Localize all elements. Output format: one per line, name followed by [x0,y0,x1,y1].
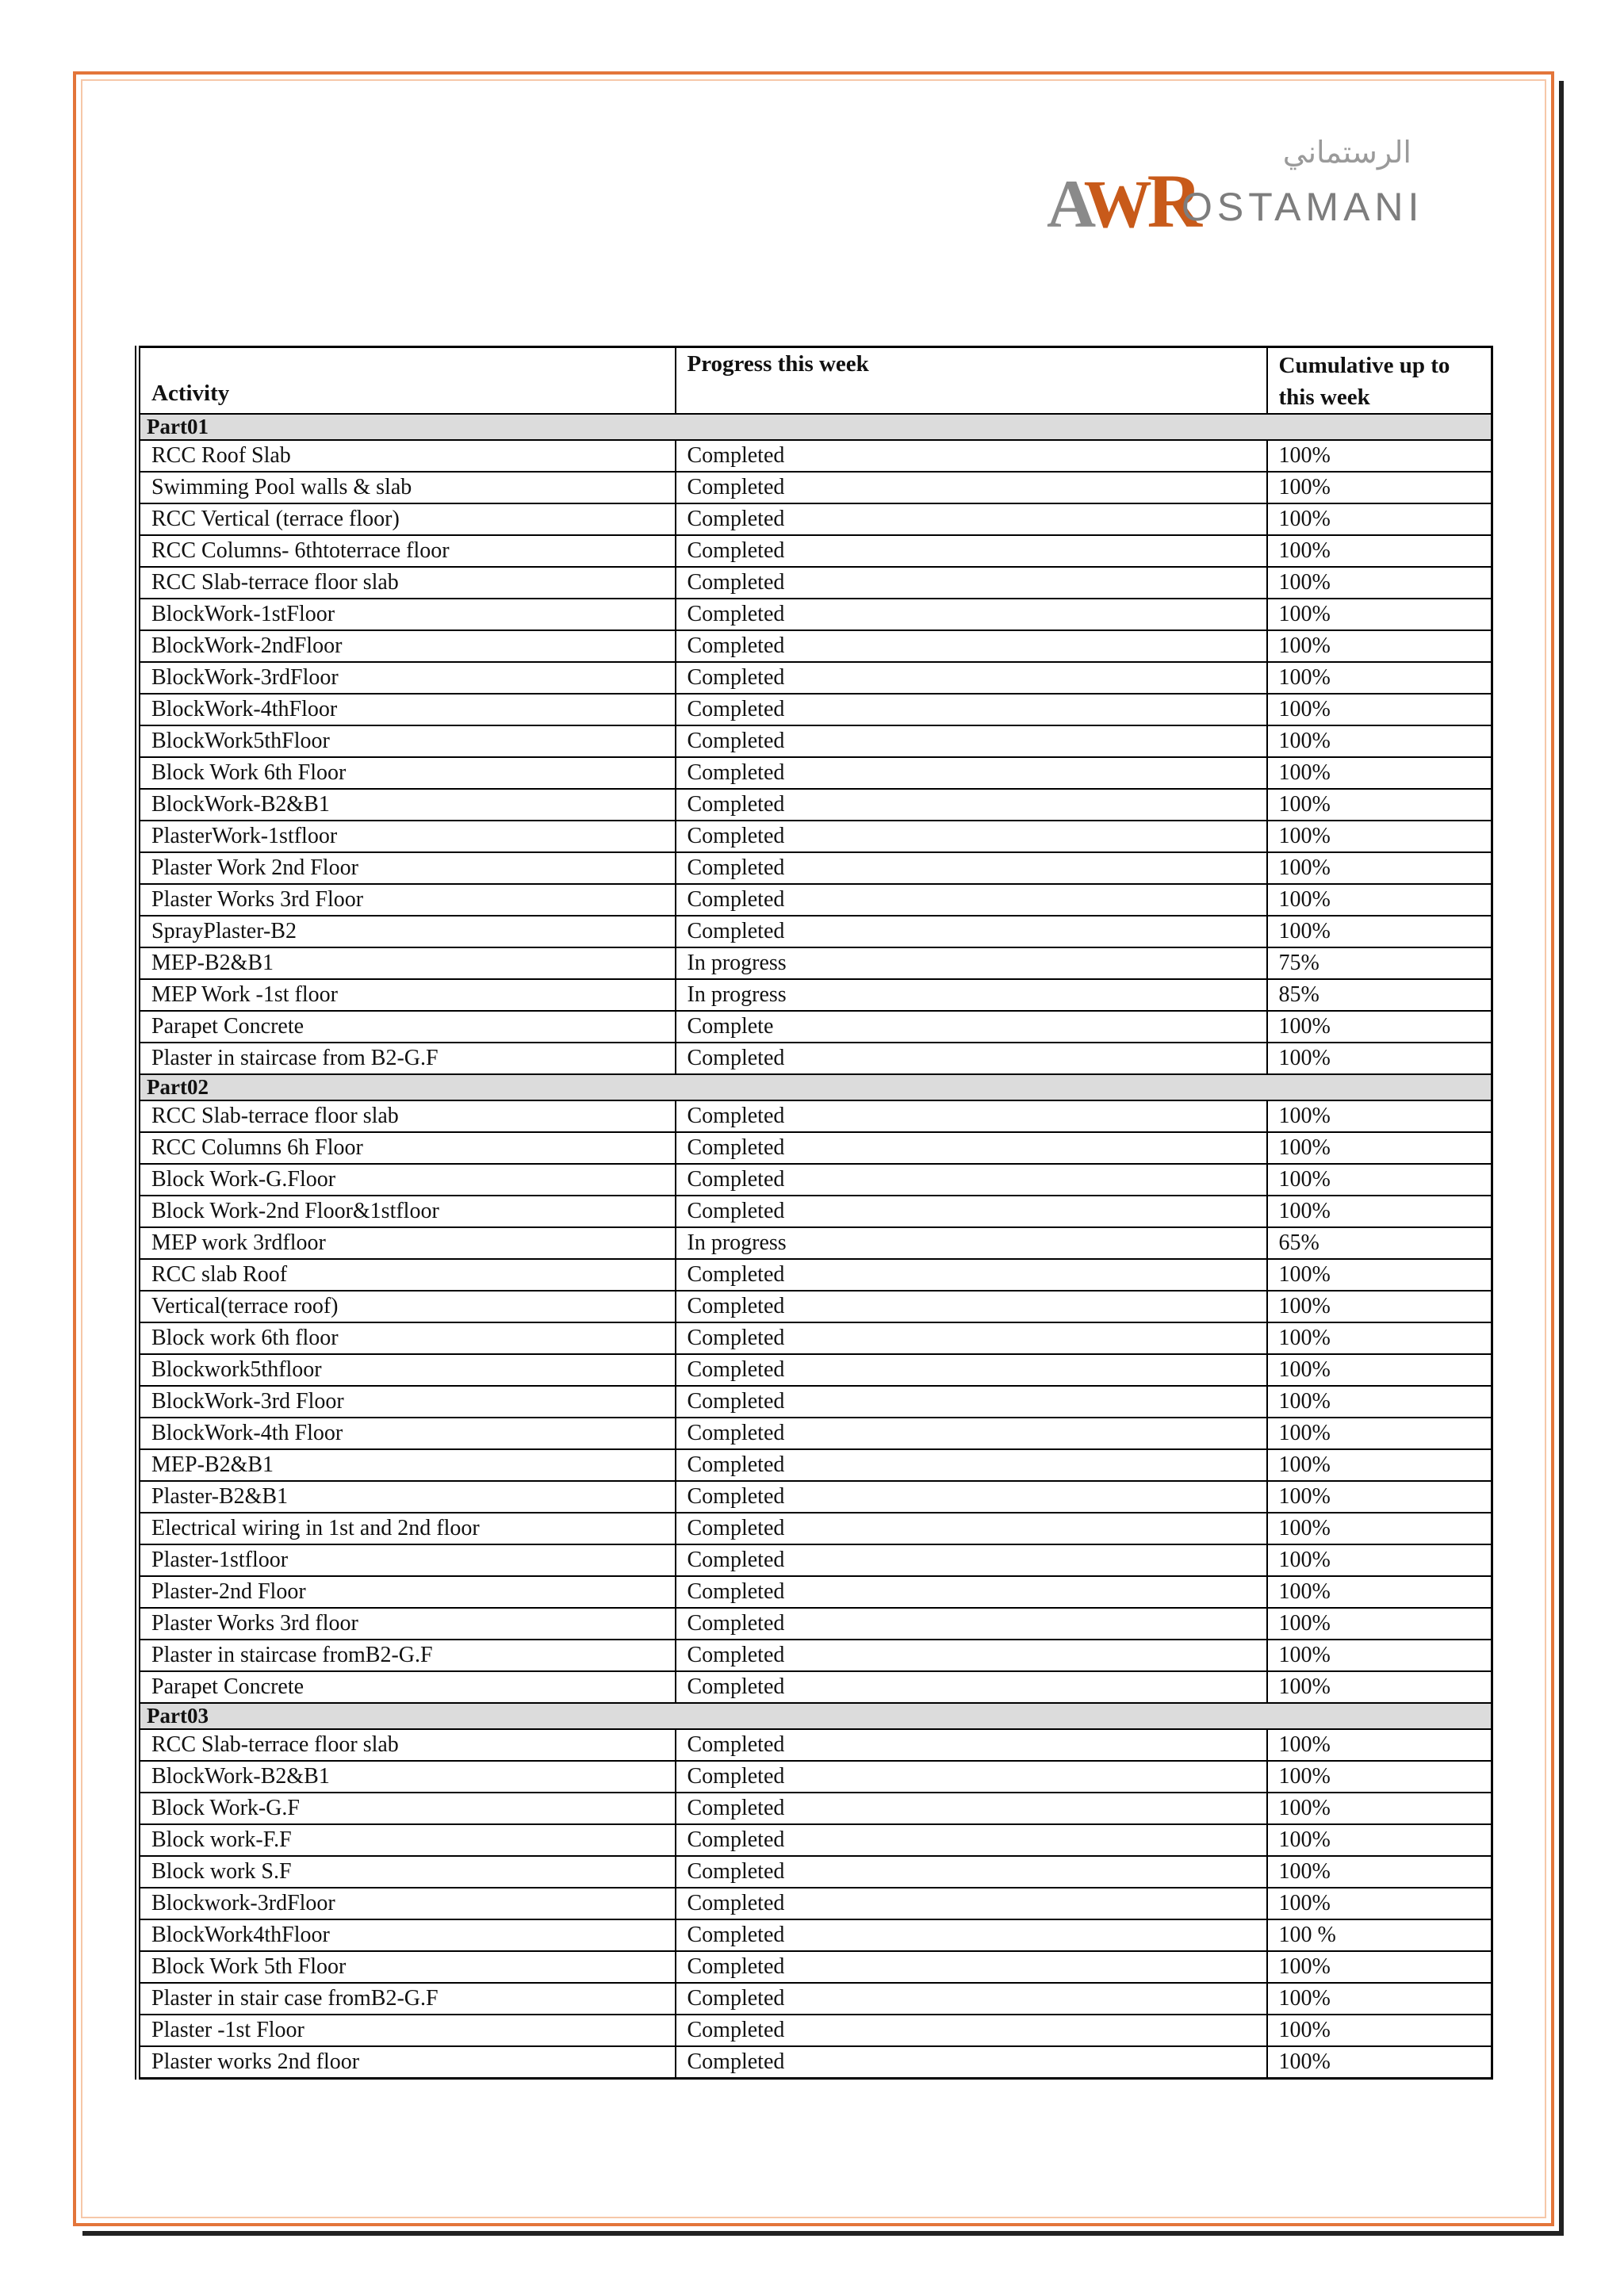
activity-cell: Vertical(terrace roof) [138,1291,676,1322]
activity-cell: BlockWork-B2&B1 [138,789,676,821]
table-row [138,1951,1492,1983]
progress-cell: Completed [676,1608,1267,1640]
progress-cell: Completed [676,1449,1267,1481]
progress-cell: Completed [676,852,1267,884]
activity-cell: Blockwork-3rdFloor [138,1888,676,1919]
table-row [138,1227,1492,1259]
table-row [138,662,1492,694]
activity-cell: RCC Roof Slab [138,440,676,472]
progress-cell: Completed [676,599,1267,630]
activity-cell: Blockwork5thfloor [138,1354,676,1386]
table-row [138,567,1492,599]
table-row [138,725,1492,757]
activity-cell: RCC Slab-terrace floor slab [138,1100,676,1132]
table-row [138,789,1492,821]
cumulative-cell: 100% [1267,1291,1492,1322]
activity-cell: SprayPlaster-B2 [138,916,676,947]
activity-cell: RCC Columns 6h Floor [138,1132,676,1164]
cumulative-cell: 100% [1267,821,1492,852]
table-row [138,1259,1492,1291]
progress-cell: Completed [676,1481,1267,1513]
progress-cell: Completed [676,1951,1267,1983]
section-header [138,1074,1492,1100]
table-row [138,1164,1492,1196]
activity-cell: Plaster-2nd Floor [138,1576,676,1608]
table-row [138,1640,1492,1671]
progress-cell: Completed [676,1761,1267,1793]
progress-cell: In progress [676,979,1267,1011]
table-row [138,630,1492,662]
logo-arabic-text: الرستماني [1282,135,1411,170]
progress-cell: Complete [676,1011,1267,1043]
table-row [138,2046,1492,2079]
table-row [138,1513,1492,1544]
activity-cell: Plaster Works 3rd Floor [138,884,676,916]
progress-cell: Completed [676,821,1267,852]
activity-cell: Block Work-2nd Floor&1stfloor [138,1196,676,1227]
progress-cell: Completed [676,1729,1267,1761]
progress-cell: Completed [676,1386,1267,1418]
cumulative-cell: 100% [1267,1640,1492,1671]
activity-cell: MEP work 3rdfloor [138,1227,676,1259]
cumulative-cell: 100% [1267,567,1492,599]
table-row [138,821,1492,852]
progress-cell: Completed [676,1824,1267,1856]
activity-cell: RCC Slab-terrace floor slab [138,567,676,599]
table-row [138,916,1492,947]
activity-cell: Plaster-B2&B1 [138,1481,676,1513]
cumulative-cell: 100% [1267,2046,1492,2079]
cumulative-cell: 65% [1267,1227,1492,1259]
cumulative-cell: 100% [1267,1322,1492,1354]
table-row [138,1043,1492,1074]
cumulative-cell: 100% [1267,1386,1492,1418]
progress-cell: Completed [676,1322,1267,1354]
cumulative-cell: 100% [1267,662,1492,694]
table-row [138,1856,1492,1888]
progress-cell: Completed [676,1640,1267,1671]
cumulative-cell: 100% [1267,1856,1492,1888]
activity-cell: MEP Work -1st floor [138,979,676,1011]
progress-cell: Completed [676,567,1267,599]
table-row [138,1100,1492,1132]
table-row [138,1354,1492,1386]
cumulative-cell: 100% [1267,1983,1492,2015]
activity-cell: Plaster-1stfloor [138,1544,676,1576]
progress-cell: Completed [676,1671,1267,1703]
table-row [138,1888,1492,1919]
activity-cell: BlockWork-3rd Floor [138,1386,676,1418]
table-row [138,1576,1492,1608]
cumulative-cell: 100% [1267,1951,1492,1983]
activity-cell: BlockWork5thFloor [138,725,676,757]
header-cumulative: Cumulative up to this week [1267,347,1492,415]
activity-cell: Plaster works 2nd floor [138,2046,676,2079]
progress-cell: Completed [676,694,1267,725]
table-row [138,1386,1492,1418]
cumulative-cell: 100% [1267,1043,1492,1074]
cumulative-cell: 100% [1267,725,1492,757]
progress-cell: Completed [676,789,1267,821]
activity-cell: BlockWork-4th Floor [138,1418,676,1449]
activity-cell: RCC slab Roof [138,1259,676,1291]
section-title: Part03 [138,1703,1492,1729]
table-row [138,1132,1492,1164]
activity-cell: Plaster Work 2nd Floor [138,852,676,884]
table-row [138,472,1492,503]
table-row [138,694,1492,725]
logo-wordmark: OSTAMANI [1182,185,1424,229]
activity-cell: MEP-B2&B1 [138,1449,676,1481]
progress-cell: Completed [676,503,1267,535]
table-row [138,503,1492,535]
progress-cell: Completed [676,630,1267,662]
activity-cell: Parapet Concrete [138,1011,676,1043]
activity-cell: Plaster Works 3rd floor [138,1608,676,1640]
table-row [138,1481,1492,1513]
activity-cell: Block work S.F [138,1856,676,1888]
activity-cell: BlockWork-2ndFloor [138,630,676,662]
progress-cell: Completed [676,757,1267,789]
table-row [138,947,1492,979]
activity-cell: RCC Columns- 6thtoterrace floor [138,535,676,567]
cumulative-cell: 100% [1267,1544,1492,1576]
section-title: Part01 [138,414,1492,440]
cumulative-cell: 100% [1267,535,1492,567]
progress-cell: Completed [676,1544,1267,1576]
activity-cell: Block Work-G.F [138,1793,676,1824]
table-row [138,757,1492,789]
activity-cell: BlockWork4thFloor [138,1919,676,1951]
cumulative-cell: 100% [1267,884,1492,916]
cumulative-cell: 100% [1267,1576,1492,1608]
cumulative-cell: 100% [1267,1888,1492,1919]
progress-cell: Completed [676,725,1267,757]
cumulative-cell: 100% [1267,1011,1492,1043]
cumulative-cell: 100% [1267,1196,1492,1227]
cumulative-cell: 100% [1267,1793,1492,1824]
section-title: Part02 [138,1074,1492,1100]
cumulative-cell: 100% [1267,1671,1492,1703]
activity-cell: Plaster in staircase fromB2-G.F [138,1640,676,1671]
progress-cell: Completed [676,1100,1267,1132]
table-row [138,599,1492,630]
company-logo [1047,135,1424,243]
progress-cell: Completed [676,1856,1267,1888]
cumulative-cell: 100% [1267,916,1492,947]
table-row [138,1544,1492,1576]
table-row [138,1824,1492,1856]
cumulative-cell: 100% [1267,1608,1492,1640]
table-row [138,1196,1492,1227]
progress-cell: Completed [676,1132,1267,1164]
cumulative-cell: 100% [1267,1824,1492,1856]
table-row [138,1011,1492,1043]
table-row [138,1418,1492,1449]
activity-cell: BlockWork-4thFloor [138,694,676,725]
cumulative-cell: 100% [1267,1164,1492,1196]
logo-monogram: AWR [1047,159,1197,243]
table-row [138,1983,1492,2015]
cumulative-cell: 100% [1267,1354,1492,1386]
table-row [138,1449,1492,1481]
table-row [138,440,1492,472]
progress-cell: Completed [676,1291,1267,1322]
cumulative-cell: 100% [1267,789,1492,821]
progress-cell: Completed [676,916,1267,947]
cumulative-cell: 100% [1267,1761,1492,1793]
progress-cell: Completed [676,1418,1267,1449]
table-row [138,1729,1492,1761]
cumulative-cell: 100% [1267,1729,1492,1761]
cumulative-cell: 100% [1267,440,1492,472]
progress-cell: Completed [676,1164,1267,1196]
table-row [138,1761,1492,1793]
progress-cell: Completed [676,1354,1267,1386]
cumulative-cell: 100% [1267,1449,1492,1481]
table-row [138,2015,1492,2046]
table-row [138,1671,1492,1703]
cumulative-cell: 100% [1267,1418,1492,1449]
progress-report-table [135,346,1493,2080]
table-header-row [138,347,1492,415]
cumulative-cell: 100% [1267,1100,1492,1132]
activity-cell: Electrical wiring in 1st and 2nd floor [138,1513,676,1544]
table-row [138,1793,1492,1824]
progress-cell: Completed [676,1793,1267,1824]
cumulative-cell: 100% [1267,1259,1492,1291]
activity-cell: PlasterWork-1stfloor [138,821,676,852]
table-body [138,414,1492,2079]
progress-cell: Completed [676,2015,1267,2046]
progress-cell: In progress [676,1227,1267,1259]
progress-cell: Completed [676,2046,1267,2079]
table-row [138,979,1492,1011]
progress-cell: Completed [676,535,1267,567]
cumulative-cell: 100% [1267,630,1492,662]
activity-cell: RCC Vertical (terrace floor) [138,503,676,535]
table-row [138,1919,1492,1951]
table-row [138,1322,1492,1354]
progress-cell: Completed [676,1513,1267,1544]
progress-cell: Completed [676,1043,1267,1074]
cumulative-cell: 100% [1267,757,1492,789]
cumulative-cell: 75% [1267,947,1492,979]
cumulative-cell: 100 % [1267,1919,1492,1951]
cumulative-cell: 100% [1267,1132,1492,1164]
activity-cell: BlockWork-3rdFloor [138,662,676,694]
activity-cell: BlockWork-1stFloor [138,599,676,630]
activity-cell: Block work 6th floor [138,1322,676,1354]
activity-cell: Block Work-G.Floor [138,1164,676,1196]
header-activity: Activity [138,347,676,415]
table-row [138,1608,1492,1640]
table-row [138,884,1492,916]
progress-cell: Completed [676,662,1267,694]
progress-cell: Completed [676,1196,1267,1227]
cumulative-cell: 100% [1267,1513,1492,1544]
progress-cell: Completed [676,884,1267,916]
activity-cell: Block work-F.F [138,1824,676,1856]
progress-cell: In progress [676,947,1267,979]
activity-cell: Plaster -1st Floor [138,2015,676,2046]
cumulative-cell: 100% [1267,503,1492,535]
progress-cell: Completed [676,1983,1267,2015]
cumulative-cell: 100% [1267,1481,1492,1513]
progress-cell: Completed [676,1919,1267,1951]
activity-cell: Swimming Pool walls & slab [138,472,676,503]
cumulative-cell: 85% [1267,979,1492,1011]
section-header [138,414,1492,440]
activity-cell: BlockWork-B2&B1 [138,1761,676,1793]
cumulative-cell: 100% [1267,2015,1492,2046]
cumulative-cell: 100% [1267,694,1492,725]
progress-cell: Completed [676,1259,1267,1291]
cumulative-cell: 100% [1267,852,1492,884]
activity-cell: MEP-B2&B1 [138,947,676,979]
activity-cell: Block Work 5th Floor [138,1951,676,1983]
activity-cell: Block Work 6th Floor [138,757,676,789]
table-row [138,535,1492,567]
activity-cell: Plaster in stair case fromB2-G.F [138,1983,676,2015]
progress-cell: Completed [676,440,1267,472]
progress-cell: Completed [676,1888,1267,1919]
section-header [138,1703,1492,1729]
table-row [138,1291,1492,1322]
activity-cell: RCC Slab-terrace floor slab [138,1729,676,1761]
progress-cell: Completed [676,472,1267,503]
cumulative-cell: 100% [1267,472,1492,503]
activity-cell: Parapet Concrete [138,1671,676,1703]
table-row [138,852,1492,884]
progress-cell: Completed [676,1576,1267,1608]
activity-cell: Plaster in staircase from B2-G.F [138,1043,676,1074]
cumulative-cell: 100% [1267,599,1492,630]
header-progress-this-week: Progress this week [676,347,1267,415]
